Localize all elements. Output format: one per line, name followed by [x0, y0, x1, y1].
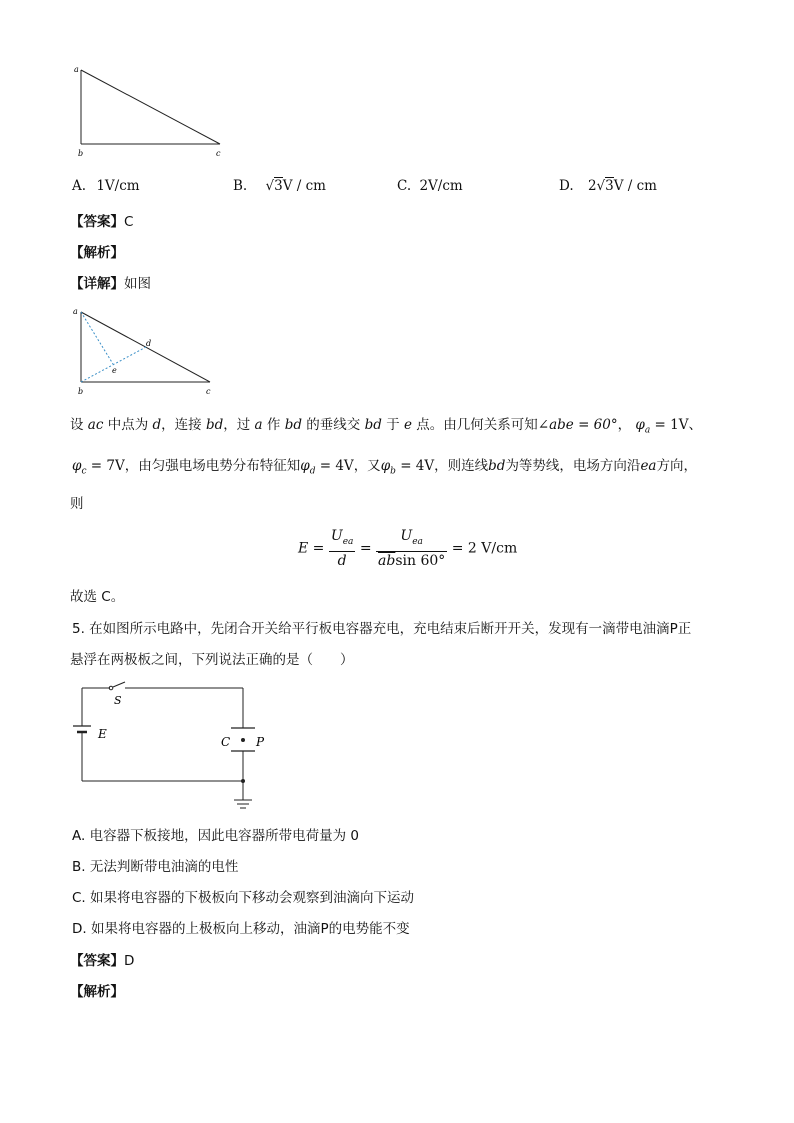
math-seg: bd	[284, 417, 302, 433]
phi-sub: a	[644, 425, 651, 436]
triangle-figure-1	[70, 62, 230, 162]
math-seg: ∠abe = 60°	[537, 417, 618, 433]
solution-line-3: 则	[70, 496, 84, 512]
formula-U-sub: ea	[412, 536, 423, 547]
q5-answer	[70, 952, 134, 970]
triangle-figure-2	[70, 304, 220, 396]
q4-detail	[70, 275, 151, 293]
option-b-radicand: 3	[274, 178, 283, 194]
phi-symbol: φ	[300, 458, 310, 474]
solution-line-2	[72, 457, 697, 481]
phi-value: = 7V	[86, 458, 125, 474]
text-seg: 于	[386, 417, 400, 433]
vertex-label-b: b	[78, 387, 84, 396]
text-seg: ，过	[223, 417, 251, 433]
solution-line-1	[70, 416, 702, 440]
capacitor-label: C	[221, 735, 231, 749]
vertex-label-a: a	[73, 307, 78, 316]
battery-label: E	[98, 727, 107, 741]
formula-result: = 2 V/cm	[447, 540, 518, 557]
phi-sub: c	[81, 466, 87, 477]
math-seg: bd	[488, 458, 506, 474]
phi-symbol: φ	[635, 417, 645, 433]
text-seg: ，又	[353, 458, 381, 474]
math-seg: bd	[205, 417, 224, 433]
option-b-label: B.	[233, 178, 248, 194]
vertex-label-c: c	[206, 387, 211, 396]
option-a	[72, 177, 140, 195]
text-seg: 设	[70, 417, 84, 433]
q5-analysis-tag: 【解析】	[70, 984, 124, 1000]
text-seg: 为等势线，电场方向沿	[505, 458, 641, 474]
q5-option-a: A. 电容器下板接地，因此电容器所带电荷量为 0	[72, 828, 359, 844]
text-seg: ，则连线	[434, 458, 489, 474]
formula-eq: =	[355, 540, 377, 557]
phi-symbol: φ	[72, 458, 82, 474]
option-d	[559, 177, 657, 195]
formula-sin: sin 60°	[395, 552, 446, 569]
text-seg: 点。由几何关系可知	[416, 417, 538, 433]
option-d-text: V / cm	[613, 178, 657, 194]
vertex-label-e: e	[112, 366, 117, 375]
math-seg: e	[403, 417, 412, 433]
text-seg: 中点为	[107, 417, 149, 433]
fraction-1	[329, 527, 356, 570]
fraction-2	[376, 527, 447, 570]
phi-value: = 1V	[650, 417, 689, 433]
option-d-coef: 2	[587, 178, 597, 194]
math-seg: d	[152, 417, 162, 433]
q4-analysis-tag: 【解析】	[70, 245, 124, 261]
phi-value: = 4V	[395, 458, 435, 474]
formula-U: U	[400, 528, 413, 544]
phi-sub: d	[309, 466, 316, 477]
math-seg: a	[254, 417, 263, 433]
phi-sub: b	[390, 466, 396, 477]
phi-d	[300, 458, 316, 477]
formula-U-sub: ea	[342, 536, 354, 547]
circuit-diagram	[70, 678, 265, 813]
text-seg: ，由匀强电场电势分布特征知	[124, 458, 301, 474]
option-a-label: A.	[72, 178, 87, 194]
phi-b	[380, 458, 396, 477]
option-d-radicand: 3	[605, 178, 614, 194]
text-seg: 作	[266, 417, 281, 433]
vertex-label-d: d	[146, 339, 152, 348]
q5-option-b: B. 无法判断带电油滴的电性	[72, 859, 239, 875]
option-a-text: 1V/cm	[96, 178, 140, 194]
fraction-2-den	[376, 552, 447, 570]
fraction-2-num	[376, 527, 447, 552]
q5-option-c: C. 如果将电容器的下极板向下移动会观察到油滴向下运动	[72, 890, 415, 906]
phi-a	[635, 417, 651, 436]
phi-c	[72, 458, 87, 477]
option-b-text: V / cm	[282, 178, 326, 194]
q4-answer	[70, 213, 133, 231]
sqrt-icon: √	[596, 178, 606, 194]
fraction-1-den: d	[337, 552, 347, 569]
sqrt-icon: √	[265, 178, 275, 194]
text-seg: ，连接	[161, 417, 202, 433]
q5-stem-line-1: 5. 在如图所示电路中，先闭合开关给平行板电容器充电，充电结束后断开开关，发现有一滴带电油滴P正	[72, 621, 692, 637]
vertex-label-c: c	[216, 149, 221, 158]
field-formula	[298, 527, 517, 570]
phi-value: = 4V	[315, 458, 354, 474]
math-seg: ac	[87, 417, 104, 433]
formula-U: U	[330, 528, 343, 544]
vertex-label-b: b	[78, 149, 84, 158]
detail-tag: 【详解】	[70, 276, 124, 292]
answer-tag: 【答案】	[70, 953, 124, 969]
formula-ab: $\overline{ab}$	[378, 552, 396, 569]
q5-option-d: D. 如果将电容器的上极板向上移动，油滴P的电势能不变	[72, 921, 410, 937]
answer-value: D	[124, 953, 135, 969]
formula-E: E	[298, 540, 309, 557]
vertex-label-a: a	[74, 65, 79, 74]
option-c	[397, 177, 463, 195]
droplet-label: P	[256, 735, 265, 749]
formula-eq: =	[308, 540, 329, 557]
answer-tag: 【答案】	[70, 214, 124, 230]
text-seg: 方向，	[656, 458, 697, 474]
option-c-label: C.	[397, 178, 412, 194]
answer-value: C	[124, 214, 134, 230]
math-seg: ea	[640, 458, 657, 474]
switch-label: S	[114, 694, 122, 707]
text-seg: 的垂线交	[306, 417, 361, 433]
phi-symbol: φ	[380, 458, 391, 474]
q4-conclusion: 故选 C。	[70, 589, 125, 605]
option-b	[233, 177, 326, 195]
detail-text: 如图	[124, 276, 151, 292]
q5-stem-line-2: 悬浮在两极板之间，下列说法正确的是（ ）	[70, 652, 354, 668]
text-seg: ，	[617, 417, 632, 433]
math-seg: bd	[364, 417, 382, 433]
option-c-text: 2V/cm	[419, 178, 463, 194]
text-seg: 、	[688, 417, 702, 433]
fraction-1-num	[329, 527, 356, 552]
option-d-label: D.	[559, 178, 574, 194]
